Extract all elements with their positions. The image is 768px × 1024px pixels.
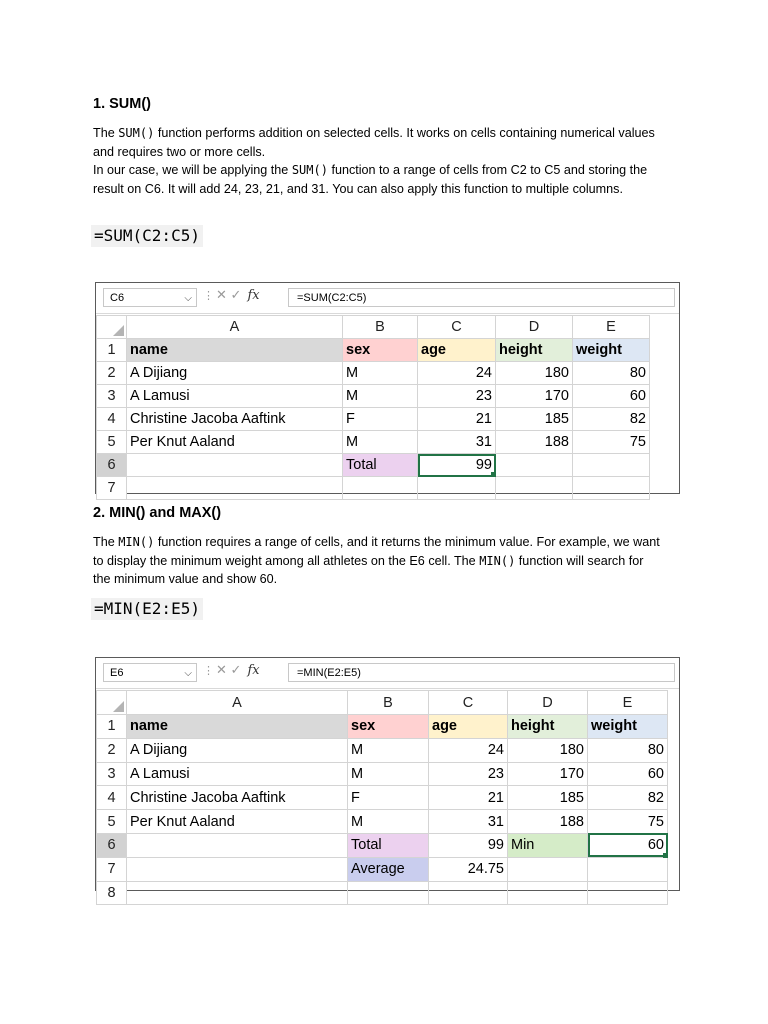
header-cell[interactable]: age (429, 715, 508, 739)
row-header[interactable]: 4 (97, 786, 127, 810)
cell[interactable]: 170 (496, 385, 573, 408)
cell[interactable]: Per Knut Aaland (127, 810, 348, 834)
cell[interactable] (348, 881, 429, 905)
cell[interactable] (127, 857, 348, 881)
cell[interactable]: Christine Jacoba Aaftink (127, 786, 348, 810)
cell[interactable]: 180 (508, 738, 588, 762)
cell[interactable]: 60 (588, 762, 668, 786)
cell[interactable] (573, 477, 650, 500)
column-header-a[interactable]: A (127, 691, 348, 715)
row-header[interactable]: 7 (97, 857, 127, 881)
cell[interactable]: 170 (508, 762, 588, 786)
cell[interactable]: A Lamusi (127, 762, 348, 786)
chevron-down-icon[interactable]: ⌵ (184, 293, 192, 304)
cell[interactable] (127, 833, 348, 857)
cell[interactable]: 188 (508, 810, 588, 834)
cancel-icon: ✕ (216, 662, 227, 677)
row-header[interactable]: 6 (97, 833, 127, 857)
name-box[interactable]: E6 ⌵ (103, 663, 197, 682)
cell[interactable]: 21 (429, 786, 508, 810)
cell[interactable]: Per Knut Aaland (127, 431, 343, 454)
cancel-icon: ✕ (216, 287, 227, 302)
row-header[interactable]: 4 (97, 408, 127, 431)
cell[interactable]: M (348, 810, 429, 834)
cell[interactable]: 188 (496, 431, 573, 454)
header-cell[interactable]: height (496, 339, 573, 362)
cell[interactable]: 24.75 (429, 857, 508, 881)
row-header[interactable]: 5 (97, 810, 127, 834)
cell[interactable]: 21 (418, 408, 496, 431)
cell[interactable]: 24 (429, 738, 508, 762)
cell[interactable]: 185 (496, 408, 573, 431)
cell[interactable]: 24 (418, 362, 496, 385)
row-header[interactable]: 6 (97, 454, 127, 477)
formula-input[interactable]: =SUM(C2:C5) (288, 288, 675, 307)
spreadsheet-screenshot-1 (95, 282, 680, 494)
cell-grid (96, 315, 650, 500)
section-2-heading: 2. MIN() and MAX() (93, 505, 222, 521)
cell[interactable]: Christine Jacoba Aaftink (127, 408, 343, 431)
cell-grid (96, 690, 668, 905)
cell[interactable] (127, 881, 348, 905)
row-header[interactable]: 1 (97, 715, 127, 739)
cell[interactable]: 23 (418, 385, 496, 408)
header-cell[interactable]: sex (348, 715, 429, 739)
sum-formula-code: =SUM(C2:C5) (91, 225, 203, 247)
header-cell[interactable]: weight (588, 715, 668, 739)
cell[interactable]: M (343, 431, 418, 454)
header-cell[interactable]: name (127, 715, 348, 739)
active-cell[interactable]: 99 (418, 454, 496, 477)
formula-bar (96, 283, 679, 314)
cell[interactable]: 82 (588, 786, 668, 810)
cell[interactable]: A Dijiang (127, 362, 343, 385)
cell[interactable]: 23 (429, 762, 508, 786)
cell[interactable]: A Lamusi (127, 385, 343, 408)
cell[interactable] (127, 477, 343, 500)
cell[interactable]: 31 (429, 810, 508, 834)
column-header-e[interactable]: E (588, 691, 668, 715)
row-header[interactable]: 3 (97, 385, 127, 408)
header-cell[interactable]: sex (343, 339, 418, 362)
cell[interactable] (418, 477, 496, 500)
cell[interactable]: A Dijiang (127, 738, 348, 762)
function-icon: fx (247, 288, 260, 303)
function-icon: fx (247, 663, 260, 678)
cell[interactable]: 75 (588, 810, 668, 834)
more-options-icon: ⋮ (203, 290, 214, 302)
active-cell[interactable]: 60 (588, 833, 668, 857)
select-all-corner[interactable] (97, 316, 127, 339)
cell[interactable]: Average (348, 857, 429, 881)
cell[interactable] (343, 477, 418, 500)
column-header-b[interactable]: B (348, 691, 429, 715)
cell[interactable]: 80 (588, 738, 668, 762)
formula-icons (216, 287, 260, 303)
column-header-d[interactable]: D (508, 691, 588, 715)
cell[interactable] (573, 454, 650, 477)
row-header[interactable]: 2 (97, 738, 127, 762)
row-header[interactable]: 1 (97, 339, 127, 362)
cell[interactable]: 80 (573, 362, 650, 385)
cell[interactable]: F (348, 786, 429, 810)
confirm-icon: ✓ (230, 662, 242, 677)
name-box[interactable]: C6 ⌵ (103, 288, 197, 307)
section-1-heading: 1. SUM() (93, 96, 151, 112)
section-1-paragraph-2: In our case, we will be applying the SUM() function to a range of cells from C2 to C5 and storing the result on C6. It will add 24, 23, 21, and 31. You can also apply this function to multiple columns. (93, 163, 648, 196)
cell[interactable]: Total (343, 454, 418, 477)
cell[interactable]: 185 (508, 786, 588, 810)
cell[interactable] (508, 881, 588, 905)
cell[interactable] (588, 881, 668, 905)
cell[interactable]: M (348, 762, 429, 786)
column-header-c[interactable]: C (429, 691, 508, 715)
cell[interactable]: M (343, 362, 418, 385)
row-header[interactable]: 3 (97, 762, 127, 786)
min-formula-code: =MIN(E2:E5) (91, 598, 203, 620)
header-cell[interactable]: weight (573, 339, 650, 362)
cell[interactable]: 99 (429, 833, 508, 857)
cell[interactable]: 75 (573, 431, 650, 454)
cell[interactable] (127, 454, 343, 477)
column-header-d[interactable]: D (496, 316, 573, 339)
select-all-corner[interactable] (97, 691, 127, 715)
cell[interactable] (508, 857, 588, 881)
row-header[interactable]: 8 (97, 881, 127, 905)
cell[interactable]: 60 (573, 385, 650, 408)
cell[interactable] (496, 454, 573, 477)
cell[interactable]: 31 (418, 431, 496, 454)
formula-input[interactable]: =MIN(E2:E5) (288, 663, 675, 682)
confirm-icon: ✓ (230, 287, 242, 302)
column-header-b[interactable]: B (343, 316, 418, 339)
cell[interactable]: F (343, 408, 418, 431)
row-header[interactable]: 5 (97, 431, 127, 454)
cell[interactable]: 180 (496, 362, 573, 385)
spreadsheet-screenshot-2 (95, 657, 680, 901)
more-options-icon: ⋮ (203, 665, 214, 677)
formula-bar (96, 658, 679, 689)
row-header[interactable]: 7 (97, 477, 127, 500)
cell[interactable]: Min (508, 833, 588, 857)
formula-icons (216, 662, 260, 678)
header-cell[interactable]: age (418, 339, 496, 362)
header-cell[interactable]: height (508, 715, 588, 739)
section-2-paragraph-1: The MIN() function requires a range of cells, and it returns the minimum value. For example, we want to display the minimum weight among all athletes on the E6 cell. The MIN() function will search for the minimum value and show 60. (93, 535, 660, 587)
section-1-paragraph-1: The SUM() function performs addition on selected cells. It works on cells containing numerical values and requires two or more cells. (93, 126, 655, 159)
column-header-c[interactable]: C (418, 316, 496, 339)
cell[interactable] (588, 857, 668, 881)
cell[interactable]: 82 (573, 408, 650, 431)
cell[interactable] (429, 881, 508, 905)
cell[interactable]: M (343, 385, 418, 408)
cell[interactable]: M (348, 738, 429, 762)
column-header-e[interactable]: E (573, 316, 650, 339)
cell[interactable]: Total (348, 833, 429, 857)
row-header[interactable]: 2 (97, 362, 127, 385)
column-header-a[interactable]: A (127, 316, 343, 339)
cell[interactable] (496, 477, 573, 500)
chevron-down-icon[interactable]: ⌵ (184, 668, 192, 679)
header-cell[interactable]: name (127, 339, 343, 362)
